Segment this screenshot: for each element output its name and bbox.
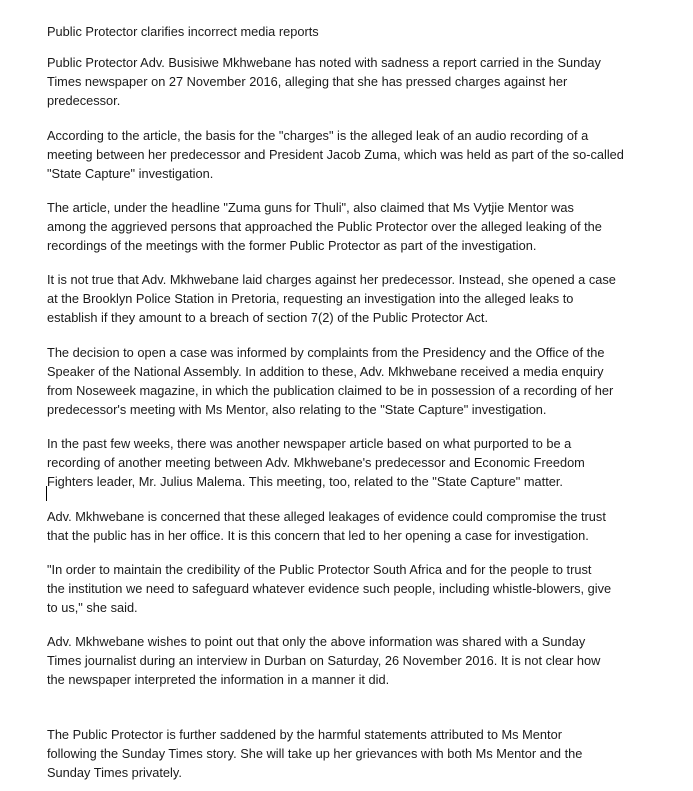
paragraph-5 — [47, 343, 613, 419]
paragraph-line: According to the article, the basis for the "charges" is the alleged leak of an audio recording of a — [47, 128, 589, 143]
paragraph-3 — [47, 198, 602, 255]
paragraph-line: recording of another meeting between Adv. Mkhwebane's predecessor and Economic Freedom — [47, 455, 585, 470]
paragraph-2 — [47, 126, 624, 183]
paragraph-line: the newspaper interpreted the information in a manner it did. — [47, 672, 390, 687]
paragraph-line: Speaker of the National Assembly. In addition to these, Adv. Mkhwebane received a media enquiry — [47, 364, 604, 379]
paragraph-line: predecessor. — [47, 93, 121, 108]
paragraph-line: The decision to open a case was informed by complaints from the Presidency and the Office of the — [47, 345, 605, 360]
paragraph-line: following the Sunday Times story. She will take up her grievances with both Ms Mentor and the — [47, 746, 583, 761]
paragraph-line: Public Protector Adv. Busisiwe Mkhwebane has noted with sadness a report carried in the Sunday — [47, 55, 601, 70]
paragraph-line: Adv. Mkhwebane wishes to point out that only the above information was shared with a Sunday — [47, 634, 586, 649]
paragraph-line: It is not true that Adv. Mkhwebane laid charges against her predecessor. Instead, she opened a case — [47, 272, 616, 287]
paragraph-10 — [47, 725, 582, 782]
paragraph-line: that the public has in her office. It is this concern that led to her opening a case for investigation. — [47, 528, 589, 543]
paragraph-1 — [47, 53, 601, 110]
paragraph-8 — [47, 560, 611, 617]
paragraph-line: at the Brooklyn Police Station in Pretoria, requesting an investigation into the alleged leaks to — [47, 291, 574, 306]
paragraph-4 — [47, 270, 616, 327]
paragraph-line: Times journalist during an interview in Durban on Saturday, 26 November 2016. It is not clear how — [47, 653, 601, 668]
paragraph-line: meeting between her predecessor and President Jacob Zuma, which was held as part of the so-called — [47, 147, 624, 162]
paragraph-line: "In order to maintain the credibility of the Public Protector South Africa and for the people to trust — [47, 562, 592, 577]
paragraph-line: establish if they amount to a breach of section 7(2) of the Public Protector Act. — [47, 310, 489, 325]
paragraph-9 — [47, 632, 600, 689]
paragraph-line: the institution we need to safeguard whatever evidence such people, including whistle-blowers, give — [47, 581, 612, 596]
paragraph-line: among the aggrieved persons that approached the Public Protector over the alleged leaking of the — [47, 219, 602, 234]
paragraph-line: predecessor's meeting with Ms Mentor, also relating to the "State Capture" investigation. — [47, 402, 547, 417]
paragraph-6 — [47, 434, 585, 491]
paragraph-7 — [47, 507, 606, 545]
paragraph-line: from Noseweek magazine, in which the publication claimed to be in possession of a recording of her — [47, 383, 614, 398]
paragraph-line: Fighters leader, Mr. Julius Malema. This meeting, too, related to the "State Capture" matter. — [47, 474, 563, 489]
title-line: Public Protector clarifies incorrect media reports — [47, 24, 319, 39]
text-cursor — [46, 486, 47, 501]
paragraph-line: Adv. Mkhwebane is concerned that these alleged leakages of evidence could compromise the trust — [47, 509, 606, 524]
paragraph-line: The article, under the headline "Zuma guns for Thuli", also claimed that Ms Vytjie Mentor was — [47, 200, 574, 215]
paragraph-line: In the past few weeks, there was another newspaper article based on what purported to be a — [47, 436, 572, 451]
paragraph-line: Sunday Times privately. — [47, 765, 182, 780]
paragraph-line: The Public Protector is further saddened by the harmful statements attributed to Ms Mentor — [47, 727, 562, 742]
document-title — [47, 22, 319, 41]
paragraph-line: to us," she said. — [47, 600, 138, 615]
paragraph-line: recordings of the meetings with the former Public Protector as part of the investigation. — [47, 238, 537, 253]
paragraph-line: Times newspaper on 27 November 2016, alleging that she has pressed charges against her — [47, 74, 568, 89]
paragraph-line: "State Capture" investigation. — [47, 166, 214, 181]
